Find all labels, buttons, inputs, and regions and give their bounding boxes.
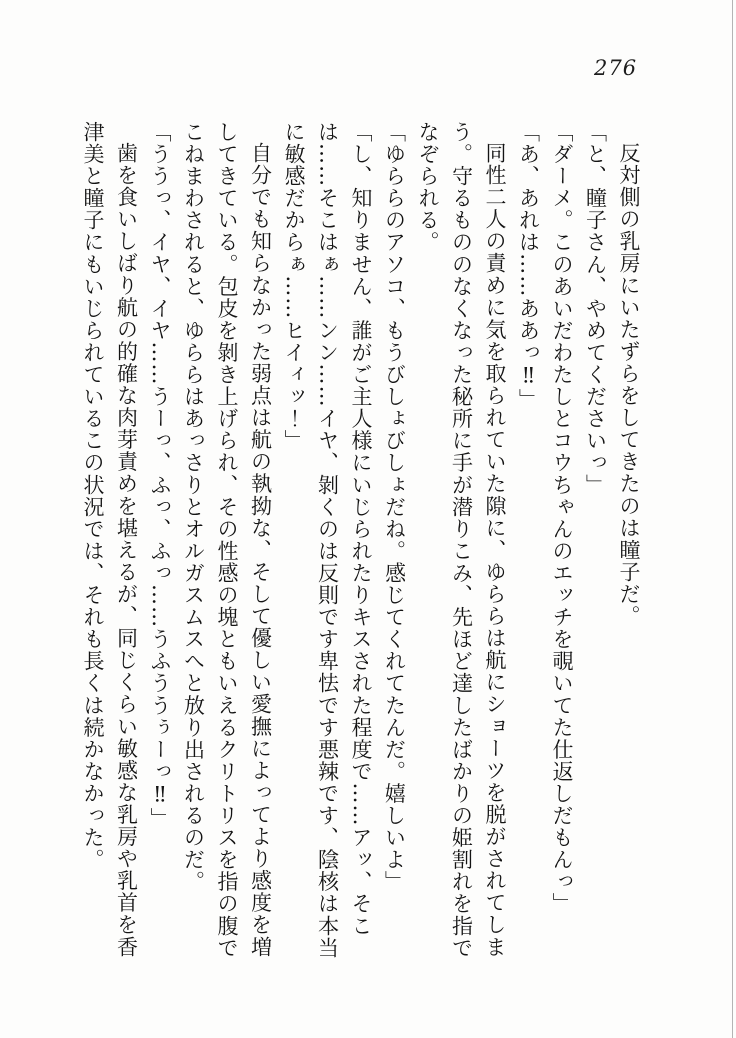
paragraph: 同性二人の責めに気を取られていた隙に、ゆららは航にショーツを脱がされてしまう。守るもののなくなった秘所に手が潜りこみ、先ほど達したばかりの姫割れを指でなぞられる。	[416, 121, 507, 959]
page-number: 276	[594, 56, 638, 80]
vertical-text-block	[76, 121, 646, 959]
paragraph: 歯を食いしばり航の的確な肉芽責めを堪えるが、同じくらい敏感な乳房や乳首を香津美と瞳子にもいじられているこの状況では、それも長くは続かなかった。	[81, 121, 139, 958]
paragraph: 「ううっ、イヤ、イヤ……うーっ、ふっ、ふっ……うふううぅーっ‼」	[148, 121, 172, 830]
paragraph: 「あ、あれは……ああっ‼」	[516, 121, 541, 411]
paragraph: 「ダーメ。このあいだわたしとコウちゃんのエッチを覗いてた仕返しだもんっ」	[550, 121, 574, 915]
paragraph: 反対側の乳房にいたずらをしてきたのは瞳子だ。	[617, 142, 641, 628]
paragraph: 「ゆららのアソコ、もうびしょびしょだね。感じてくれてたんだ。嬉しいよ」	[382, 121, 407, 893]
paragraph: 自分でも知らなかった弱点は航の執拗な、そして優しい愛撫によってより感度を増してきている。包皮を剝き上げられ、その性感の塊ともいえるクリトリスを指の腹でこねまわされると、ゆららはあっさりとオルガスムスへと放り出されるのだ。	[181, 121, 273, 959]
page-scan-edge	[732, 0, 733, 1038]
paragraph: 「し、知りません、誰がご主人様にいじられたりキスされた程度で……アッ、そこは……そこはぁ……ンン……イヤ、剝くのは反則です卑怯です悪辣です、陰核は本当に敏感だからぁ……ヒイィッ！」	[282, 121, 373, 959]
paragraph: 「と、瞳子さん、やめてくださいっ」	[583, 121, 608, 496]
